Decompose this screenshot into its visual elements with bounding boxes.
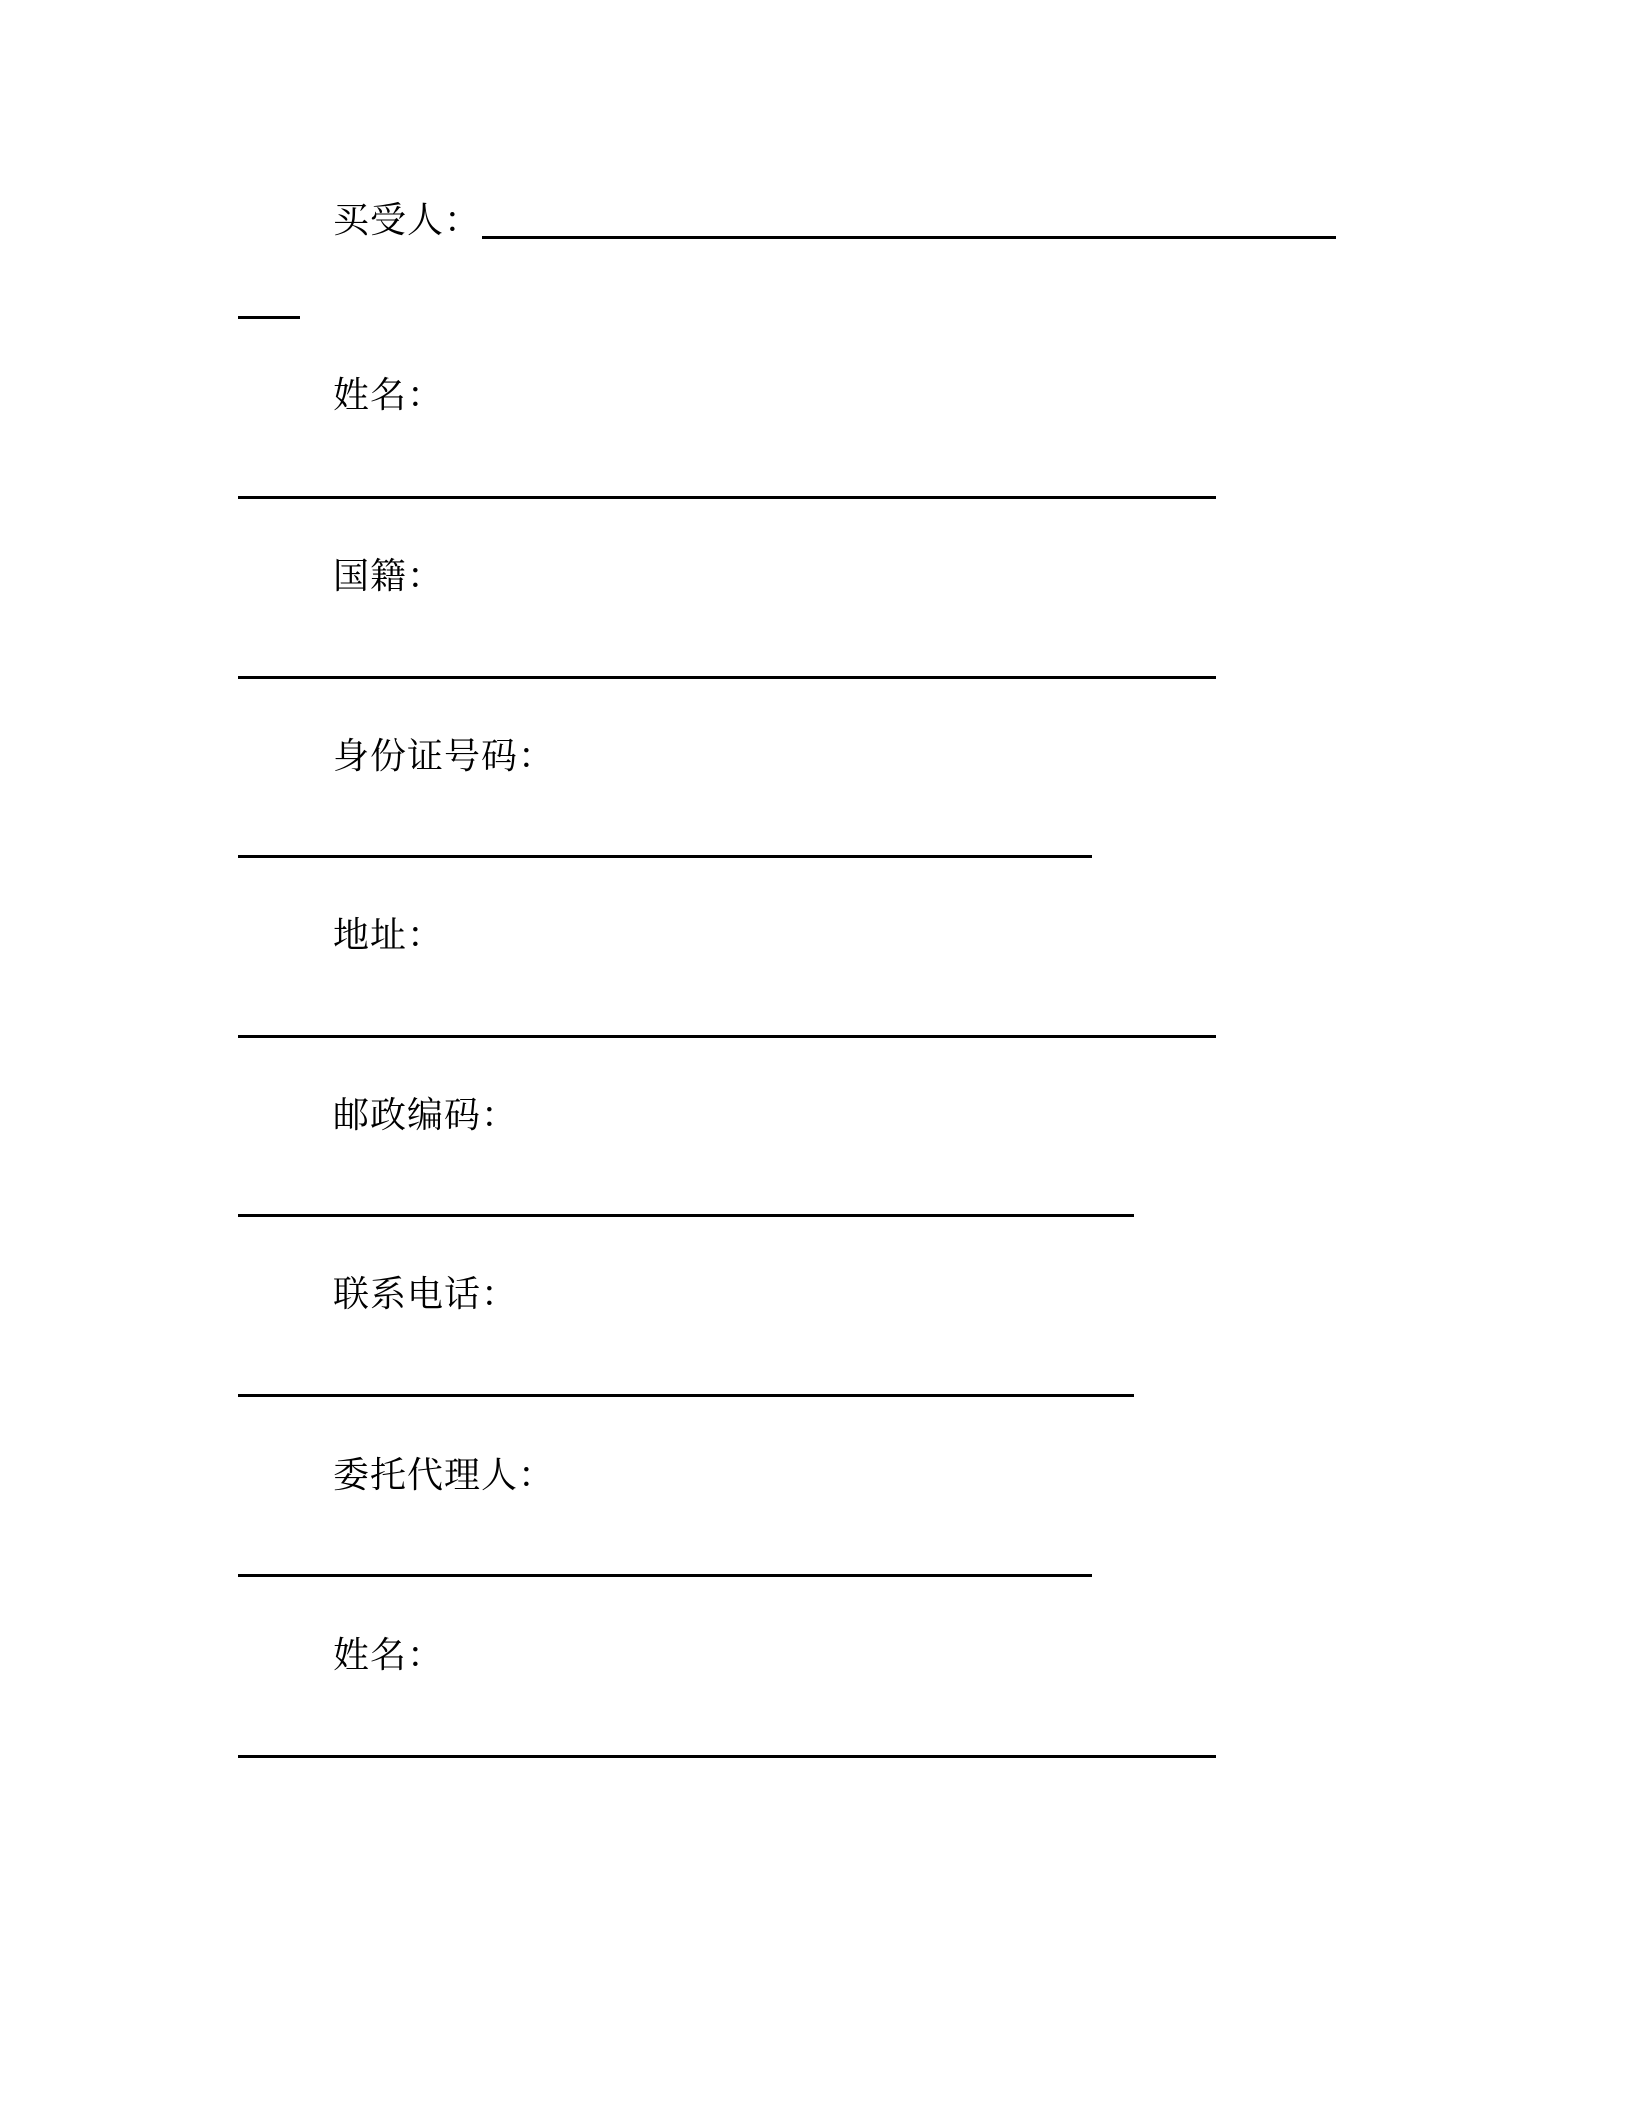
- id-number-label: 身份证号码：: [333, 736, 556, 777]
- postal-code-input-line[interactable]: [238, 1214, 1134, 1217]
- buyer-input-line-continued[interactable]: [238, 316, 300, 319]
- postal-code-label: 邮政编码：: [333, 1095, 519, 1136]
- buyer-input-line[interactable]: [482, 236, 1336, 239]
- nationality-label: 国籍：: [333, 556, 445, 597]
- phone-input-line[interactable]: [238, 1394, 1134, 1397]
- agent-name-input-line[interactable]: [238, 1755, 1216, 1758]
- phone-label: 联系电话：: [333, 1274, 519, 1315]
- agent-input-line[interactable]: [238, 1574, 1092, 1577]
- nationality-input-line[interactable]: [238, 676, 1216, 679]
- buyer-label: 买受人：: [333, 200, 482, 241]
- address-label: 地址：: [333, 915, 445, 956]
- agent-label: 委托代理人：: [333, 1455, 556, 1496]
- id-number-input-line[interactable]: [238, 855, 1092, 858]
- address-input-line[interactable]: [238, 1035, 1216, 1038]
- agent-name-label: 姓名：: [333, 1635, 445, 1676]
- buyer-name-label: 姓名：: [333, 375, 445, 416]
- buyer-name-input-line[interactable]: [238, 496, 1216, 499]
